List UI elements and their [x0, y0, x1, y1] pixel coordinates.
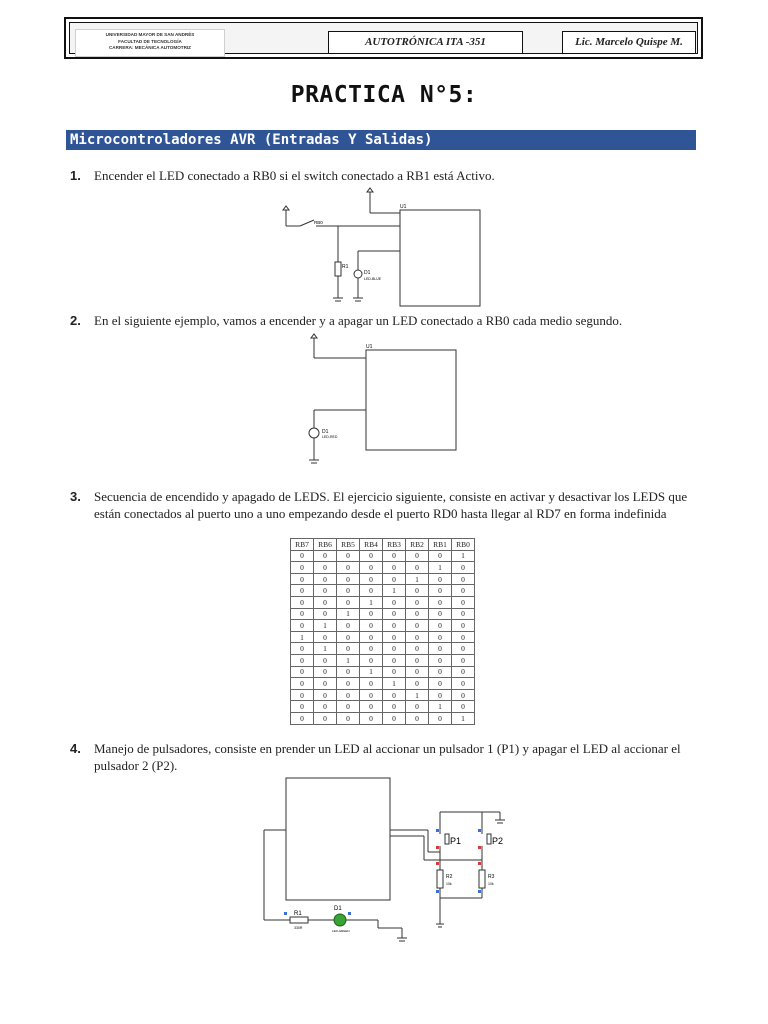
table-row — [291, 678, 475, 690]
table-cell: 0 — [383, 608, 406, 620]
circuit-1-diagram — [280, 186, 490, 308]
table-cell: 0 — [406, 562, 429, 574]
table-cell: 1 — [314, 620, 337, 632]
table-cell: 0 — [452, 596, 475, 608]
table-cell: 0 — [452, 654, 475, 666]
table-cell: 0 — [406, 631, 429, 643]
table-cell: 0 — [452, 678, 475, 690]
table-row — [291, 631, 475, 643]
table-cell: 0 — [429, 712, 452, 724]
table-cell: 1 — [314, 643, 337, 655]
table-cell: 0 — [429, 608, 452, 620]
table-cell: 1 — [383, 585, 406, 597]
table-cell: 0 — [314, 712, 337, 724]
course-label: AUTOTRÓNICA ITA -351 — [328, 31, 523, 54]
table-cell: 0 — [291, 608, 314, 620]
table-cell: 0 — [314, 550, 337, 562]
table-cell: 0 — [360, 689, 383, 701]
table-cell: 0 — [314, 631, 337, 643]
exercise-3 — [70, 488, 710, 522]
table-cell: 0 — [452, 666, 475, 678]
table-cell: 0 — [360, 631, 383, 643]
table-cell: 0 — [337, 701, 360, 713]
table-cell: 0 — [337, 643, 360, 655]
table-cell: 0 — [452, 631, 475, 643]
table-header-cell: RB4 — [360, 539, 383, 551]
table-cell: 0 — [360, 678, 383, 690]
table-cell: 0 — [452, 689, 475, 701]
table-cell: 0 — [360, 654, 383, 666]
table-cell: 0 — [429, 666, 452, 678]
table-cell: 0 — [429, 585, 452, 597]
table-cell: 0 — [429, 550, 452, 562]
table-cell: 0 — [452, 620, 475, 632]
table-cell: 0 — [406, 643, 429, 655]
table-cell: 0 — [337, 689, 360, 701]
table-cell: 0 — [406, 585, 429, 597]
table-row — [291, 550, 475, 562]
table-cell: 0 — [383, 689, 406, 701]
table-cell: 0 — [337, 585, 360, 597]
table-cell: 0 — [383, 550, 406, 562]
table-row — [291, 562, 475, 574]
microcontroller-box — [286, 778, 390, 900]
table-cell: 1 — [383, 678, 406, 690]
author-label: Lic. Marcelo Quispe M. — [562, 31, 696, 54]
table-cell: 1 — [429, 701, 452, 713]
table-cell: 1 — [337, 654, 360, 666]
table-cell: 0 — [337, 712, 360, 724]
circuit-2-u1-label: U1 — [366, 344, 373, 350]
circuit-4-r3-label: R3 — [488, 874, 495, 880]
table-cell: 0 — [291, 654, 314, 666]
table-cell: 1 — [406, 573, 429, 585]
header-inner — [69, 22, 698, 54]
table-cell: 0 — [337, 596, 360, 608]
exercise-1 — [70, 167, 710, 184]
table-cell: 0 — [383, 643, 406, 655]
table-cell: 0 — [429, 643, 452, 655]
table-cell: 0 — [360, 643, 383, 655]
table-cell: 1 — [406, 689, 429, 701]
exercise-3-number: 3. — [70, 489, 81, 504]
circuit-4-diagram — [260, 774, 512, 950]
table-cell: 0 — [383, 631, 406, 643]
table-cell: 0 — [291, 585, 314, 597]
table-cell: 0 — [452, 585, 475, 597]
table-cell: 0 — [291, 562, 314, 574]
table-cell: 0 — [337, 620, 360, 632]
table-row — [291, 654, 475, 666]
table-cell: 0 — [360, 701, 383, 713]
university-line-3: CARRERA: MECÁNICA AUTOMOTRIZ — [108, 45, 191, 51]
table-cell: 0 — [360, 608, 383, 620]
table-cell: 0 — [383, 562, 406, 574]
table-cell: 0 — [452, 573, 475, 585]
circuit-4-d1-label: D1 — [334, 906, 342, 912]
table-cell: 0 — [406, 654, 429, 666]
circuit-4-r2-label: R2 — [446, 874, 453, 880]
table-cell: 0 — [360, 712, 383, 724]
table-cell: 0 — [406, 701, 429, 713]
table-cell: 0 — [406, 712, 429, 724]
table-cell: 0 — [291, 666, 314, 678]
page-header — [64, 17, 703, 59]
table-cell: 0 — [360, 550, 383, 562]
table-cell: 0 — [429, 654, 452, 666]
exercise-3-text: Secuencia de encendido y apagado de LEDS. El ejercicio siguiente, consiste en activar y desactivar los LEDS que están conectados al puerto uno a uno empezando desde el puerto RD0 hasta llegar al RD7 en forma indefinida — [94, 489, 688, 521]
page-title: PRACTICA N°5: — [290, 82, 478, 108]
exercise-2 — [70, 312, 710, 329]
led-d1-green — [334, 914, 346, 926]
table-row — [291, 608, 475, 620]
circuit-4-d1-sub: LED-GREEN — [332, 929, 350, 933]
table-cell: 0 — [429, 620, 452, 632]
table-cell: 0 — [360, 585, 383, 597]
table-cell: 0 — [314, 573, 337, 585]
table-cell: 0 — [314, 562, 337, 574]
table-header-cell: RB2 — [406, 539, 429, 551]
table-cell: 1 — [429, 562, 452, 574]
table-cell: 0 — [406, 596, 429, 608]
table-cell: 0 — [452, 701, 475, 713]
table-header-cell: RB7 — [291, 539, 314, 551]
table-cell: 0 — [314, 654, 337, 666]
table-cell: 0 — [429, 631, 452, 643]
section-heading: Microcontroladores AVR (Entradas Y Salidas) — [66, 130, 696, 150]
table-cell: 0 — [291, 643, 314, 655]
table-cell: 0 — [314, 701, 337, 713]
table-cell: 0 — [383, 620, 406, 632]
table-cell: 1 — [337, 608, 360, 620]
exercise-4-text: Manejo de pulsadores, consiste en prender un LED al accionar un pulsador 1 (P1) y apagar el LED al accionar el pulsador 2 (P2). — [94, 741, 681, 773]
table-cell: 0 — [291, 689, 314, 701]
table-row — [291, 596, 475, 608]
table-cell: 0 — [291, 550, 314, 562]
table-cell: 0 — [314, 596, 337, 608]
table-cell: 0 — [291, 573, 314, 585]
table-cell: 0 — [429, 573, 452, 585]
table-cell: 1 — [360, 666, 383, 678]
exercise-2-text: En el siguiente ejemplo, vamos a encender y a apagar un LED conectado a RB0 cada medio segundo. — [94, 313, 623, 328]
table-cell: 0 — [337, 550, 360, 562]
table-header-cell: RB3 — [383, 539, 406, 551]
exercise-1-text: Encender el LED conectado a RB0 si el switch conectado a RB1 está Activo. — [94, 168, 495, 183]
table-header-cell: RB6 — [314, 539, 337, 551]
table-cell: 0 — [406, 678, 429, 690]
circuit-4-r1-value: 330R — [294, 926, 303, 930]
table-cell: 0 — [314, 585, 337, 597]
exercise-4 — [70, 740, 710, 774]
table-row — [291, 689, 475, 701]
circuit-2-d1-sub: LED-RED — [322, 435, 338, 439]
table-header-cell: RB1 — [429, 539, 452, 551]
table-cell: 0 — [314, 678, 337, 690]
table-cell: 0 — [291, 678, 314, 690]
table-cell: 0 — [383, 712, 406, 724]
table-cell: 0 — [337, 562, 360, 574]
university-line-2: FACULTAD DE TECNOLOGÍA — [118, 38, 182, 44]
table-row — [291, 666, 475, 678]
circuit-4-r1-label: R1 — [294, 911, 302, 917]
table-cell: 0 — [314, 666, 337, 678]
table-cell: 0 — [452, 562, 475, 574]
table-row — [291, 573, 475, 585]
table-row — [291, 585, 475, 597]
table-header-cell: RB5 — [337, 539, 360, 551]
university-box — [75, 29, 225, 57]
table-cell: 0 — [429, 689, 452, 701]
table-cell: 0 — [314, 608, 337, 620]
table-cell: 0 — [383, 654, 406, 666]
table-cell: 0 — [291, 712, 314, 724]
table-cell: 0 — [406, 666, 429, 678]
table-cell: 0 — [337, 666, 360, 678]
table-header-row — [291, 539, 475, 551]
circuit-4-p2-label: P2 — [492, 836, 504, 846]
table-cell: 0 — [314, 689, 337, 701]
table-cell: 0 — [406, 620, 429, 632]
table-cell: 0 — [383, 701, 406, 713]
table-cell: 1 — [360, 596, 383, 608]
table-cell: 0 — [452, 608, 475, 620]
circuit-4-r2-value: 10k — [446, 882, 452, 886]
circuit-2-d1-label: D1 — [322, 429, 329, 435]
circuit-4-p1-label: P1 — [450, 836, 462, 846]
table-cell: 1 — [452, 712, 475, 724]
table-cell: 1 — [291, 631, 314, 643]
circuit-1-d1-sub: LED-BLUE — [364, 277, 382, 281]
table-cell: 0 — [291, 620, 314, 632]
circuit-1-switch-label: RB0 — [314, 220, 323, 225]
table-cell: 0 — [337, 631, 360, 643]
circuit-4-r3-value: 10k — [488, 882, 494, 886]
table-cell: 0 — [383, 573, 406, 585]
table-row — [291, 712, 475, 724]
table-cell: 0 — [337, 573, 360, 585]
circuit-1-u1-label: U1 — [400, 204, 407, 210]
circuit-1-d1-label: D1 — [364, 270, 371, 276]
table-cell: 0 — [452, 643, 475, 655]
table-row — [291, 620, 475, 632]
table-cell: 0 — [360, 573, 383, 585]
table-cell: 0 — [429, 678, 452, 690]
table-cell: 0 — [383, 596, 406, 608]
table-cell: 0 — [360, 620, 383, 632]
exercise-2-number: 2. — [70, 313, 81, 328]
microcontroller-u1-box — [366, 350, 456, 450]
led-sequence-table — [290, 538, 475, 725]
table-cell: 0 — [406, 608, 429, 620]
exercise-1-number: 1. — [70, 168, 81, 183]
table-cell: 0 — [337, 678, 360, 690]
table-cell: 0 — [291, 596, 314, 608]
circuit-2-diagram — [302, 330, 462, 470]
table-cell: 0 — [383, 666, 406, 678]
table-row — [291, 701, 475, 713]
table-cell: 0 — [360, 562, 383, 574]
table-header-cell: RB0 — [452, 539, 475, 551]
table-cell: 0 — [406, 550, 429, 562]
table-cell: 0 — [291, 701, 314, 713]
circuit-1-r1-label: R1 — [342, 264, 349, 270]
microcontroller-u1-box — [400, 210, 480, 306]
table-row — [291, 643, 475, 655]
exercise-4-number: 4. — [70, 741, 81, 756]
table-cell: 0 — [429, 596, 452, 608]
university-line-1: UNIVERSIDAD MAYOR DE SAN ANDRÉS — [105, 32, 195, 37]
table-cell: 1 — [452, 550, 475, 562]
